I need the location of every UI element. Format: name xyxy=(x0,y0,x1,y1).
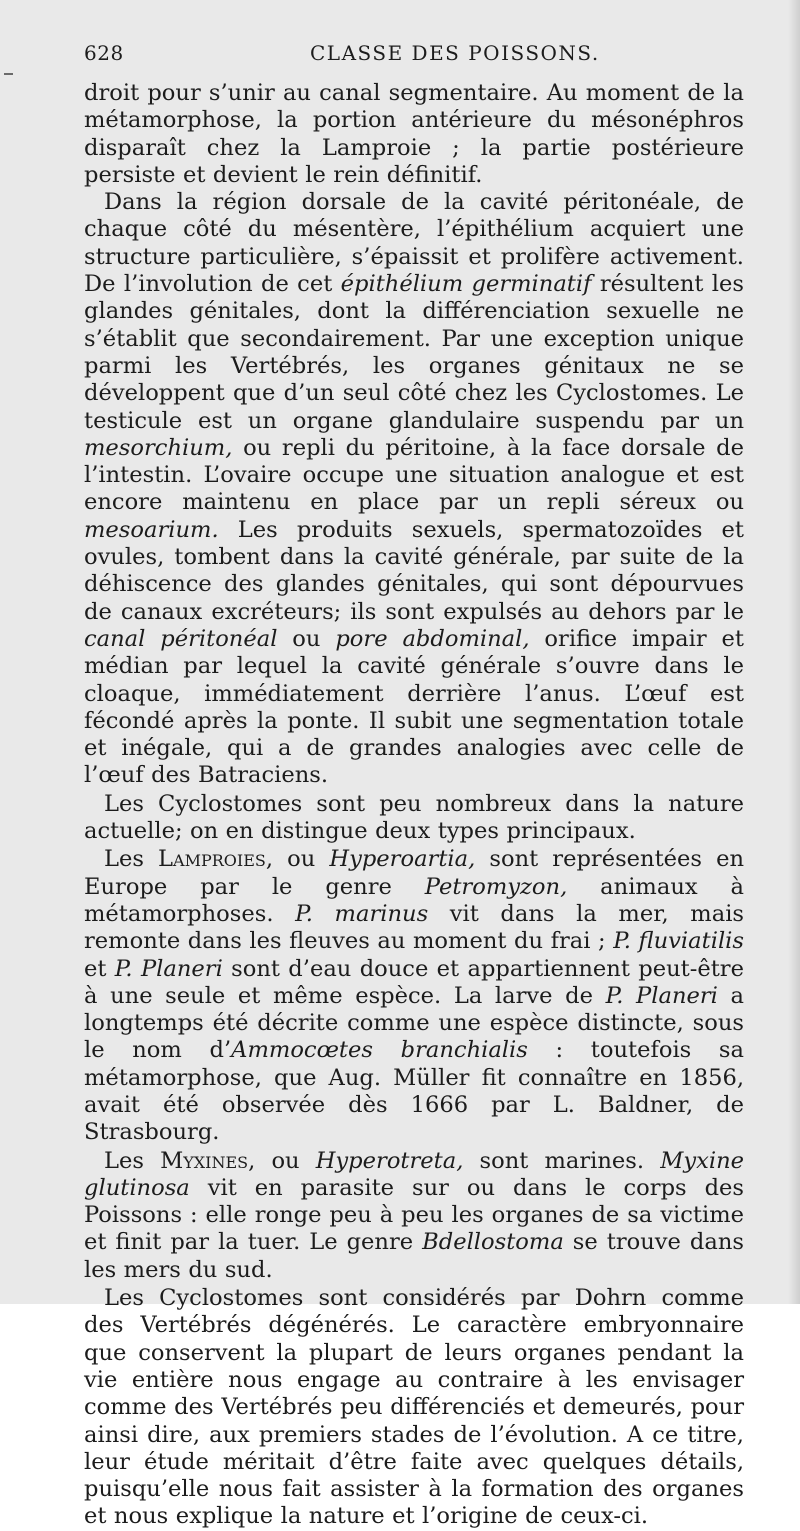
text-run: , ou xyxy=(265,846,330,873)
italic-run: Myxine glutinosa xyxy=(84,1147,744,1201)
text-run: Dans la région dorsale de la cavité péritonéale, de chaque côté du mésentère, l’épithélium acquiert une structure particulière, s’épaissit et prolifère activement. De l’involution de cet xyxy=(84,189,744,298)
text-run: ou repli du péritoine, à la face dorsale de l’intestin. L’ovaire occupe une situation analogue et est encore maintenu en place par un repli séreux ou xyxy=(84,434,744,516)
text-run: , ou xyxy=(248,1147,316,1174)
text-run: Les xyxy=(104,1147,161,1174)
text-run: Les Cyclostomes sont peu nombreux dans la nature actuelle; on en distingue deux types principaux. xyxy=(84,790,744,845)
text-run: ou xyxy=(277,625,336,652)
italic-run: mesorchium, xyxy=(84,434,233,461)
italic-run: Hyperotreta, xyxy=(315,1147,464,1174)
text-run: vit dans la mer, mais remonte dans les fleuves au moment du frai ; xyxy=(84,900,745,955)
italic-run: Petromyzon, xyxy=(424,873,568,900)
paragraph-genital-glands xyxy=(84,189,744,790)
paragraph-myxines xyxy=(84,1148,744,1284)
text-run: sont représentées en Europe par le genre xyxy=(84,846,745,900)
text-run: orifice impair et médian par lequel la cavité générale s’ouvre dans le cloaque, immédiatement derrière l’anus. L’œuf est fécondé après la ponte. Il subit une segmentation totale et inégale, qui a de grandes analogies avec celle de l’œuf des Batraciens. xyxy=(84,625,744,789)
italic-run: épithélium germinatif xyxy=(340,271,592,298)
page-number: 628 xyxy=(84,41,124,65)
text-run: Les produits sexuels, spermatozoïdes et ovules, tombent dans la cavité générale, par suite de la déhiscence des glandes génitales, qui sont dépourvues de canaux excréteurs; ils sont expulsés au dehors par le xyxy=(84,516,744,625)
text-run: et xyxy=(84,955,115,982)
text-run: Les xyxy=(104,846,159,873)
italic-run: Hyperoartia, xyxy=(329,846,476,873)
italic-run: P. fluviatilis xyxy=(613,928,744,955)
text-run: Les Cyclostomes sont considérés par Dohrn comme des Vertébrés dégénérés. Le caractère embryonnaire que conservent la plupart de leurs organes pendant la vie entière nous engage au contraire à les envisager comme des Vertébrés peu différenciés et demeurés, pour ainsi dire, aux premiers stades de l’évolution. A ce titre, leur étude méritait d’être faite avec quelques détails, puisqu’elle nous fait assister à la formation des organes et nous explique la nature et l’origine de ceux-ci. xyxy=(84,1285,744,1530)
text-run: vit en parasite sur ou dans le corps des Poissons : elle ronge peu à peu les organes de sa victime et finit par la tuer. Le genre xyxy=(84,1174,744,1256)
italic-run: P. Planeri xyxy=(605,982,718,1009)
text-run: droit pour s’unir au canal segmentaire. Au moment de la métamorphose, la portion antérieure du mésonéphros disparaît chez la Lamproie ; la partie postérieure persiste et devient le rein définitif. xyxy=(84,80,744,188)
italic-run: Bdellostoma xyxy=(422,1229,564,1256)
small-caps-run: Myxines xyxy=(160,1147,249,1174)
paragraph-conclusion xyxy=(84,1285,744,1531)
small-caps-run: Lamproies xyxy=(158,846,266,873)
text-run: se trouve dans les mers du sud. xyxy=(84,1229,744,1283)
text-run: sont d’eau douce et appartiennent peut-être à une seule et même espèce. La larve de xyxy=(84,955,744,1009)
text-run: : toutefois sa métamorphose, que Aug. Müller fit connaître en 1856, avait été observée dès 1666 par L. Baldner, de Strasbourg. xyxy=(84,1037,744,1146)
paragraph-lamproies xyxy=(84,846,744,1146)
italic-run: pore abdominal, xyxy=(335,625,530,652)
page-edge-shadow xyxy=(788,0,800,1304)
italic-run: Ammocœtes branchialis xyxy=(231,1037,528,1064)
text-run: animaux à métamorphoses. xyxy=(84,873,744,927)
italic-run: P. marinus xyxy=(295,900,429,927)
italic-run: P. Planeri xyxy=(114,955,223,982)
margin-mark xyxy=(4,73,13,75)
text-run: sont marines. xyxy=(463,1147,661,1174)
running-title: CLASSE DES POISSONS. xyxy=(310,41,600,65)
italic-run: mesoarium. xyxy=(84,516,219,543)
body-text xyxy=(84,80,744,1531)
paragraph-two-types xyxy=(84,791,744,846)
text-run: résultent les glandes génitales, dont la différenciation sexuelle ne s’établit que secondairement. Par une exception unique parmi les Vertébrés, les organes génitaux ne se développent que d’un seul côté chez les Cyclostomes. Le testicule est un organe glandulaire suspendu par un xyxy=(84,271,744,434)
paragraph-continuation xyxy=(84,80,744,189)
italic-run: canal péritonéal xyxy=(84,625,278,652)
text-run: a longtemps été décrite comme une espèce distincte, sous le nom d’ xyxy=(84,982,744,1064)
page-header xyxy=(84,41,744,71)
